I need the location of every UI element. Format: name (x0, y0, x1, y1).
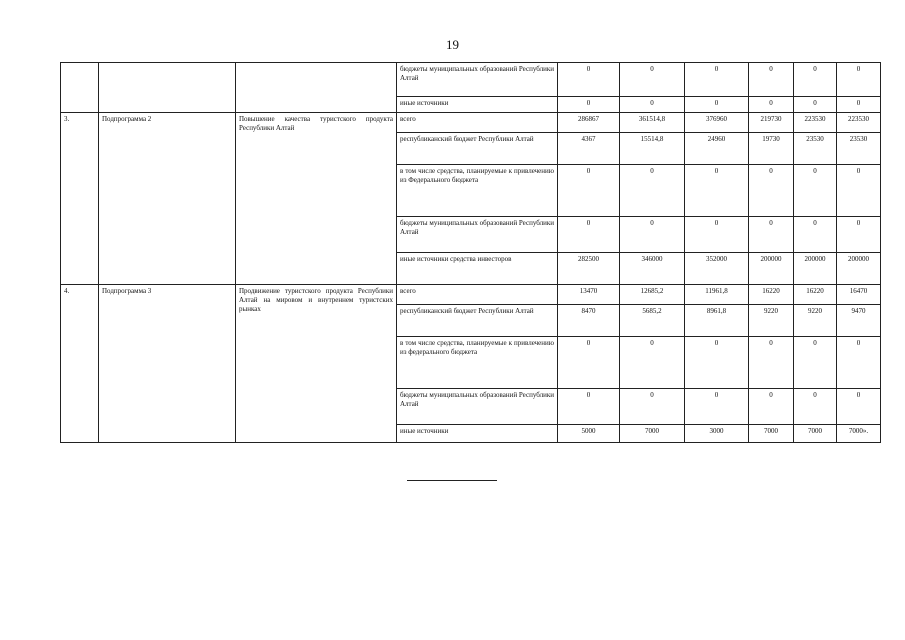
year-value: 0 (837, 63, 881, 97)
year-value: 200000 (794, 253, 837, 285)
year-value: 0 (685, 165, 749, 217)
funding-source: республиканский бюджет Республики Алтай (397, 305, 558, 337)
year-value: 0 (837, 97, 881, 113)
year-value: 8961,8 (685, 305, 749, 337)
year-value: 4367 (558, 133, 620, 165)
year-value: 282500 (558, 253, 620, 285)
year-value: 0 (620, 389, 685, 425)
funding-source: иные источники (397, 97, 558, 113)
year-value: 0 (837, 337, 881, 389)
year-value: 0 (749, 217, 794, 253)
year-value: 0 (558, 217, 620, 253)
year-value: 0 (837, 389, 881, 425)
funding-source: бюджеты муниципальных образований Республики Алтай (397, 389, 558, 425)
table-row (61, 285, 881, 305)
year-value: 9220 (749, 305, 794, 337)
year-value: 0 (685, 337, 749, 389)
year-value: 0 (749, 337, 794, 389)
year-value: 0 (558, 63, 620, 97)
year-value: 9220 (794, 305, 837, 337)
year-value: 0 (685, 389, 749, 425)
year-value: 352000 (685, 253, 749, 285)
year-value: 0 (620, 63, 685, 97)
funding-source: в том числе средства, планируемые к привлечению из федерального бюджета (397, 337, 558, 389)
year-value: 0 (794, 337, 837, 389)
program-description: Продвижение туристского продукта Республики Алтай на мировом и внутреннем туристских рынках (236, 285, 397, 443)
year-value: 5000 (558, 425, 620, 443)
year-value: 200000 (749, 253, 794, 285)
year-value: 0 (685, 217, 749, 253)
year-value: 7000». (837, 425, 881, 443)
year-value: 346000 (620, 253, 685, 285)
year-value: 0 (558, 165, 620, 217)
year-value: 0 (558, 337, 620, 389)
year-value: 8470 (558, 305, 620, 337)
program-number: 3. (61, 113, 99, 285)
year-value: 3000 (685, 425, 749, 443)
funding-source: иные источники (397, 425, 558, 443)
funding-source: в том числе средства, планируемые к привлечению из Федерального бюджета (397, 165, 558, 217)
table-row (61, 63, 881, 97)
year-value: 16220 (749, 285, 794, 305)
year-value: 0 (749, 165, 794, 217)
year-value: 16470 (837, 285, 881, 305)
year-value: 223530 (837, 113, 881, 133)
year-value: 0 (685, 63, 749, 97)
year-value: 200000 (837, 253, 881, 285)
continued-num-cell (61, 63, 99, 113)
year-value: 7000 (620, 425, 685, 443)
year-value: 0 (749, 389, 794, 425)
footnote-separator (407, 480, 497, 481)
year-value: 5685,2 (620, 305, 685, 337)
year-value: 0 (620, 97, 685, 113)
continued-name-cell (99, 63, 236, 113)
program-description: Повышение качества туристского продукта Республики Алтай (236, 113, 397, 285)
program-number: 4. (61, 285, 99, 443)
year-value: 0 (620, 165, 685, 217)
year-value: 19730 (749, 133, 794, 165)
year-value: 0 (794, 97, 837, 113)
year-value: 0 (794, 63, 837, 97)
year-value: 0 (749, 63, 794, 97)
table-row (61, 113, 881, 133)
program-name: Подпрограмма 2 (99, 113, 236, 285)
year-value: 16220 (794, 285, 837, 305)
year-value: 7000 (794, 425, 837, 443)
year-value: 0 (558, 389, 620, 425)
year-value: 223530 (794, 113, 837, 133)
year-value: 13470 (558, 285, 620, 305)
year-value: 0 (685, 97, 749, 113)
budget-table (60, 62, 881, 443)
funding-source: бюджеты муниципальных образований Республики Алтай (397, 217, 558, 253)
year-value: 15514,8 (620, 133, 685, 165)
funding-source: всего (397, 113, 558, 133)
continued-description-cell (236, 63, 397, 113)
page-number: 19 (446, 37, 459, 52)
funding-source: иные источники средства инвесторов (397, 253, 558, 285)
year-value: 286867 (558, 113, 620, 133)
year-value: 376960 (685, 113, 749, 133)
funding-source: всего (397, 285, 558, 305)
year-value: 24960 (685, 133, 749, 165)
year-value: 11961,8 (685, 285, 749, 305)
year-value: 0 (794, 217, 837, 253)
year-value: 0 (794, 389, 837, 425)
year-value: 12685,2 (620, 285, 685, 305)
program-name: Подпрограмма 3 (99, 285, 236, 443)
year-value: 9470 (837, 305, 881, 337)
year-value: 23530 (837, 133, 881, 165)
year-value: 0 (620, 217, 685, 253)
year-value: 0 (620, 337, 685, 389)
funding-source: республиканский бюджет Республики Алтай (397, 133, 558, 165)
year-value: 0 (837, 165, 881, 217)
year-value: 219730 (749, 113, 794, 133)
year-value: 0 (749, 97, 794, 113)
funding-source: бюджеты муниципальных образований Республики Алтай (397, 63, 558, 97)
year-value: 0 (837, 217, 881, 253)
year-value: 7000 (749, 425, 794, 443)
year-value: 0 (558, 97, 620, 113)
year-value: 0 (794, 165, 837, 217)
year-value: 361514,8 (620, 113, 685, 133)
year-value: 23530 (794, 133, 837, 165)
